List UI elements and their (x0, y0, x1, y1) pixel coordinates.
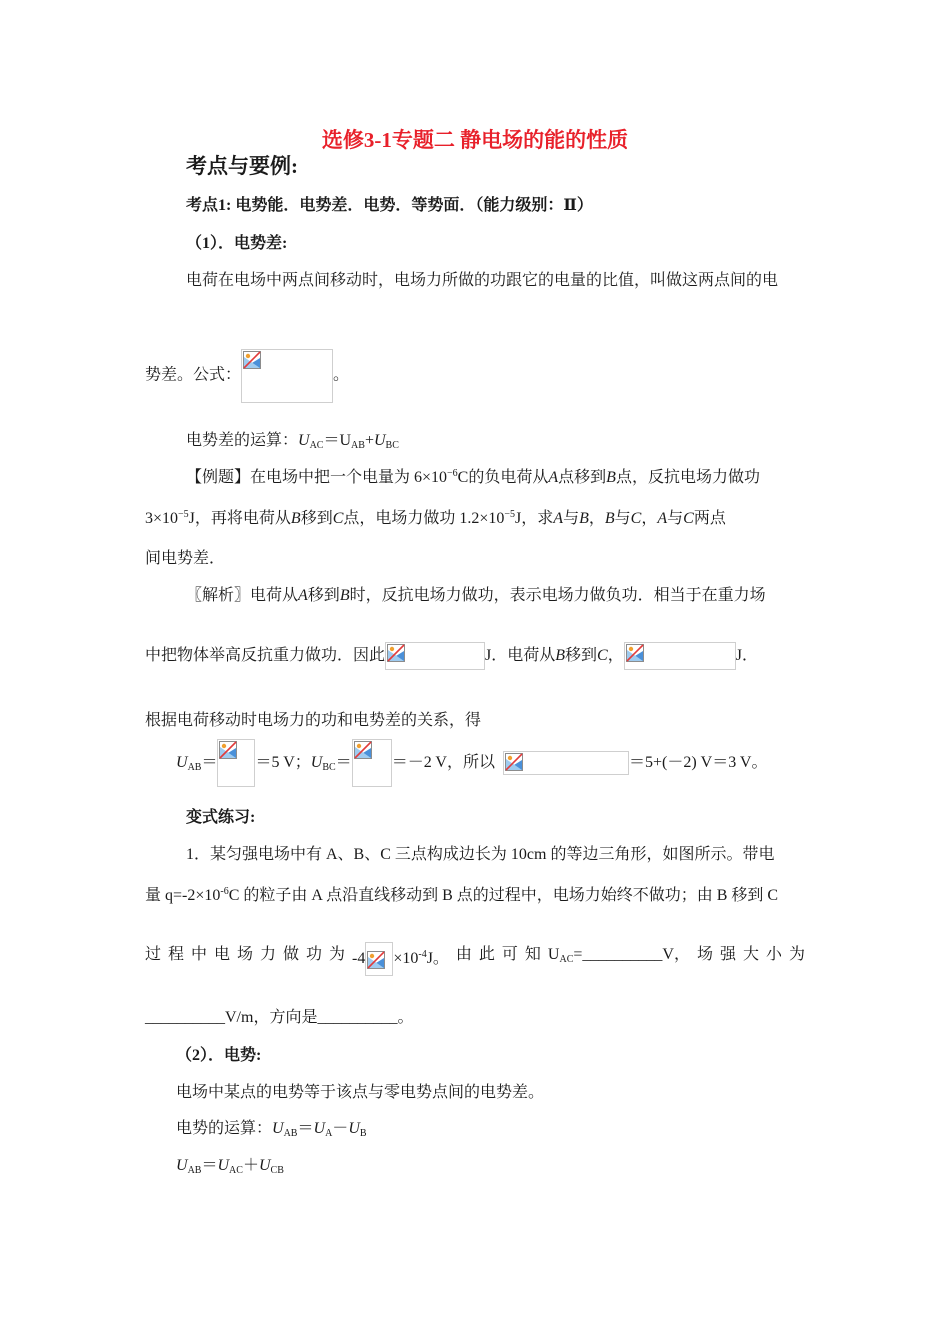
formula-image (503, 751, 629, 775)
solution-line-3: 根据电荷移动时电场力的功和电势差的关系，得 (145, 712, 482, 729)
image-placeholder-icon (367, 951, 385, 969)
image-placeholder-icon (626, 644, 644, 662)
formula-image (241, 349, 333, 403)
practice-heading: 变式练习: (186, 809, 256, 826)
definition-line-2: 势差。公式： 。 (145, 349, 349, 403)
potential-calc-1: 电势的运算：$U_{AB}=U_A-U_B$ (176, 1120, 367, 1139)
example-line-3: 间电势差． (145, 550, 226, 567)
formula-image (385, 642, 485, 670)
image-placeholder-icon (387, 644, 405, 662)
definition-line-1: 电荷在电场中两点间移动时，电场力所做的功跟它的电量的比值，叫做这两点间的电 (186, 272, 779, 289)
example-line-2: $3\times 10^{-5}J$，再将电荷从B移到C点，电场力做功 $1.2\times 10^{-5}J$，求A与B，B与C，A与C两点 (145, 509, 726, 527)
formula-image (365, 942, 393, 976)
solution-line-2: 中把物体举高反抗重力做功．因此 J．电荷从B移到C， J． (145, 642, 758, 670)
point1-sub-heading: （1）．电势差: (186, 235, 288, 252)
formula-image (352, 739, 392, 787)
practice-line-3: 过 程 中 电 场 力 做 功 为 -4 $\times 10^{-4}J$。 由 此 可 知 $U_{AC}=\_\_\_\_\_\_\_\_\_\_V$， 场 强 大 小 为 (145, 938, 805, 977)
formula-image (217, 739, 255, 787)
practice-line-1: 1．某匀强电场中有 A、B、C 三点构成边长为 10cm 的等边三角形，如图所示。带电 (186, 846, 775, 863)
practice-line-2: 量 $q=-2\times 10^{-6}C$ 的粒子由 A 点沿直线移动到 B 点的过程中，电场力始终不做功；由 B 移到 C (145, 886, 779, 904)
image-placeholder-icon (354, 741, 372, 759)
point2-sub-heading: （2）．电势: (176, 1047, 262, 1064)
image-placeholder-icon (505, 753, 523, 771)
image-placeholder-icon (219, 741, 237, 759)
solution-line-4: $U_{AB}=$ ＝5 V；$U_{BC}=$ ＝－2 V，所以 ＝5+(－2) V＝3 V。 (176, 739, 767, 792)
section-heading: 考点与要例: (186, 154, 298, 178)
potential-definition: 电场中某点的电势等于该点与零电势点间的电势差。 (176, 1084, 545, 1101)
practice-line-4: __________V/m，方向是__________。 (145, 1009, 414, 1026)
image-placeholder-icon (243, 351, 261, 369)
solution-line-1: 〖解析〗电荷从A移到B时，反抗电场力做功，表示电场力做负功．相当于在重力场 (186, 587, 766, 604)
potential-difference-calc: 电势差的运算：$U_{AC}=U_{AB}+U_{BC}$ (186, 432, 399, 451)
point1-heading: 考点1: 电势能．电势差．电势．等势面．（能力级别：Ⅱ） (186, 197, 593, 214)
formula-image (624, 642, 736, 670)
example-line-1: 【例题】在电场中把一个电量为 $6\times 10^{-6}C$的负电荷从A点移到B点，反抗电场力做功 (186, 468, 760, 486)
potential-calc-2: $U_{AB}=U_{AC}+U_{CB}$ (176, 1157, 284, 1176)
page-title: 选修3-1专题二 静电场的能的性质 (321, 128, 629, 152)
